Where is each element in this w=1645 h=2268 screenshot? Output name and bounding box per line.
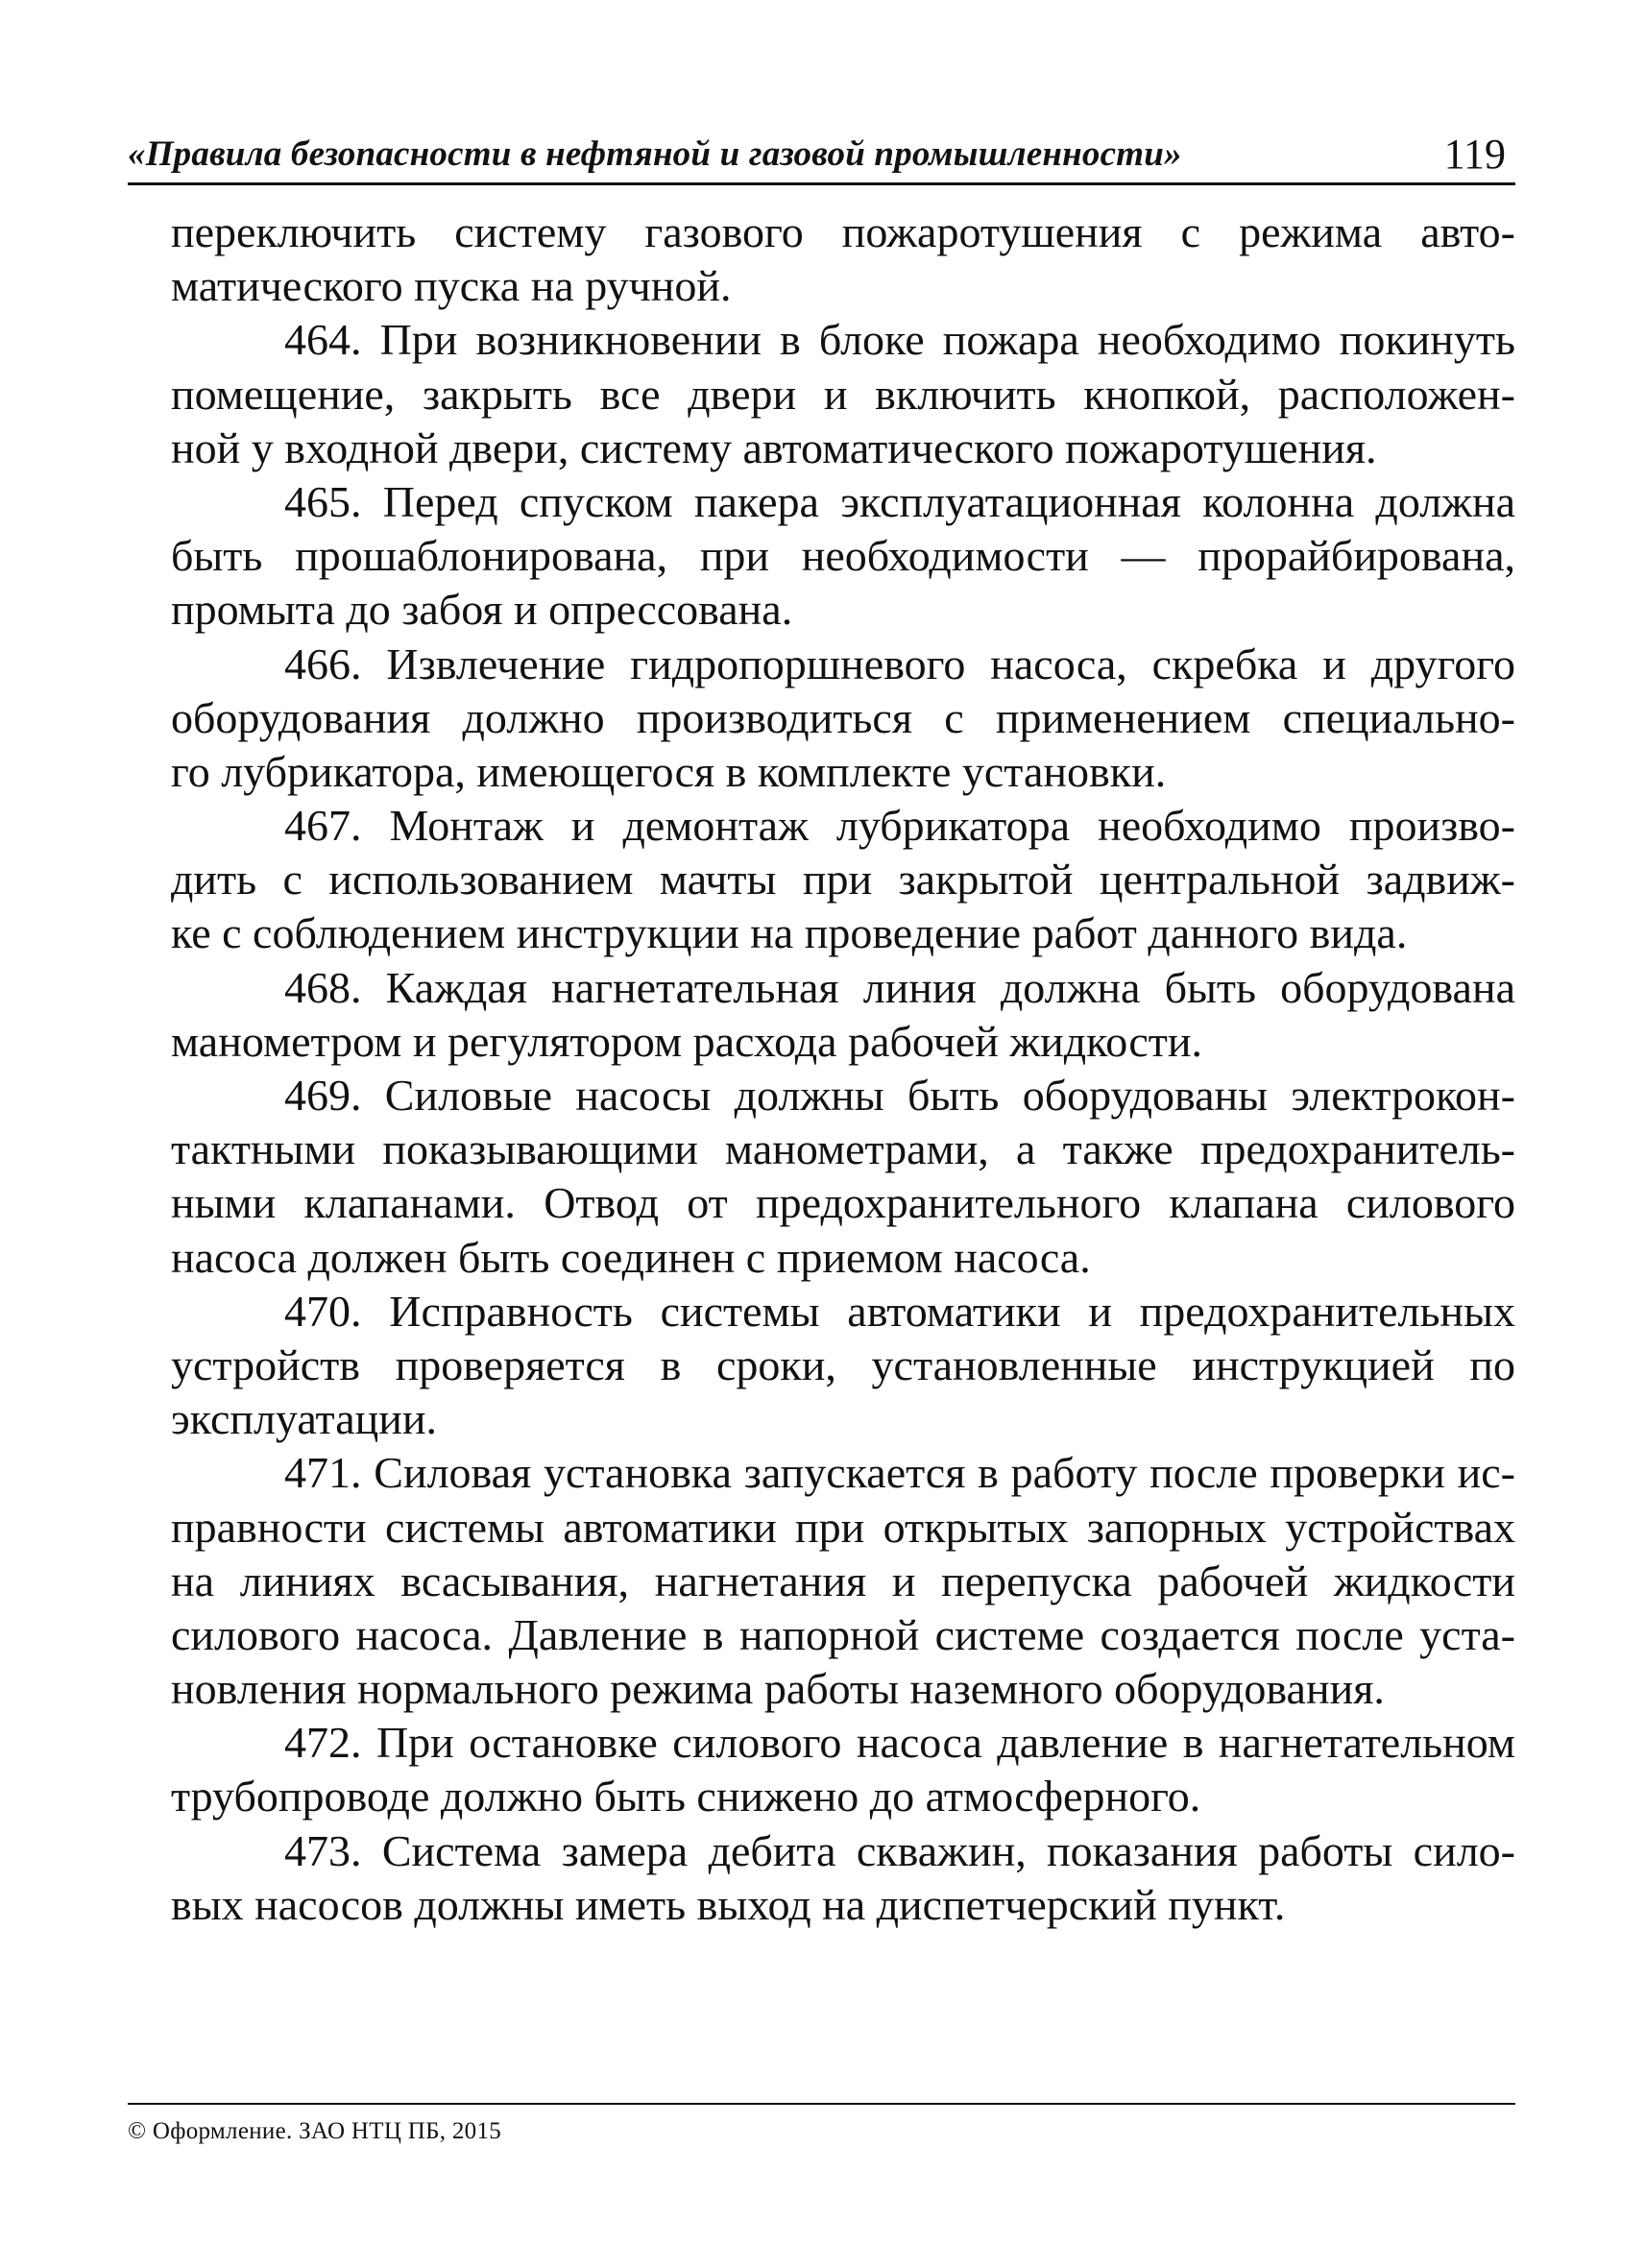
text-line: манометром и регулятором расхода рабочей жидкости. [171,1016,1202,1066]
text-line: 464. При возникновении в блоке пожара необходимо покинуть [284,315,1515,365]
copyright-notice: © Оформление. ЗАО НТЦ ПБ, 2015 [128,2118,502,2144]
footer [128,2103,1515,2145]
body-text [171,205,1515,1932]
text-line: правности системы автоматики при открытых запорных устройствах [171,1502,1515,1552]
text-line: вых насосов должны иметь выход на диспетчерский пункт. [171,1879,1286,1929]
text-line: помещение, закрыть все двери и включить кнопкой, расположен- [171,369,1515,419]
text-line: быть прошаблонирована, при необходимости — прорайбирована, [171,531,1515,581]
text-line: трубопроводе должно быть снижено до атмосферного. [171,1772,1201,1822]
text-line: ной у входной двери, систему автоматического пожаротушения. [171,422,1377,472]
text-line: 465. Перед спуском пакера эксплуатационная колонна должна [284,476,1515,526]
text-line: на линиях всасывания, нагнетания и перепуска рабочей жидкости [171,1556,1515,1605]
text-line: силового насоса. Давление в напорной системе создается после уста- [171,1609,1515,1659]
text-line: 469. Силовые насосы должны быть оборудованы электрокон- [284,1071,1515,1120]
text-line: новления нормального режима работы наземного оборудования. [171,1664,1385,1714]
text-line: 468. Каждая нагнетательная линия должна быть оборудована [284,962,1515,1012]
text-line: тактными показывающими манометрами, а также предохранитель- [171,1124,1515,1174]
text-line: промыта до забоя и опрессована. [171,585,793,635]
text-line: матического пуска на ручной. [171,261,732,311]
text-line: насоса должен быть соединен с приемом насоса. [171,1232,1091,1282]
text-line: устройств проверяется в сроки, установленные инструкцией по [171,1339,1515,1389]
text-line: 466. Извлечение гидропоршневого насоса, скребка и другого [284,639,1515,688]
running-header [128,123,1515,185]
text-line: го лубрикатора, имеющегося в комплекте установки. [171,746,1167,796]
text-line: 471. Силовая установка запускается в работу после проверки ис- [284,1448,1515,1498]
text-line: ке с соблюдением инструкции на проведение работ данного вида. [171,908,1408,958]
text-line: 470. Исправность системы автоматики и предохранительных [284,1286,1515,1336]
running-title: «Правила безопасности в нефтяной и газовой промышленности» [128,134,1182,174]
page-number: 119 [1443,131,1506,178]
text-line: 467. Монтаж и демонтаж лубрикатора необходимо произво- [284,801,1515,851]
text-line: переключить систему газового пожаротушения с режима авто- [171,207,1515,256]
text-line: эксплуатации. [171,1394,437,1444]
text-line: ными клапанами. Отвод от предохранительного клапана силового [171,1178,1515,1228]
text-line: 473. Система замера дебита скважин, показания работы сило- [284,1825,1515,1875]
text-line: оборудования должно производиться с применением специально- [171,692,1515,742]
text-line: дить с использованием мачты при закрытой центральной задвиж- [171,855,1515,905]
text-line: 472. При остановке силового насоса давление в нагнетательном [284,1718,1515,1768]
